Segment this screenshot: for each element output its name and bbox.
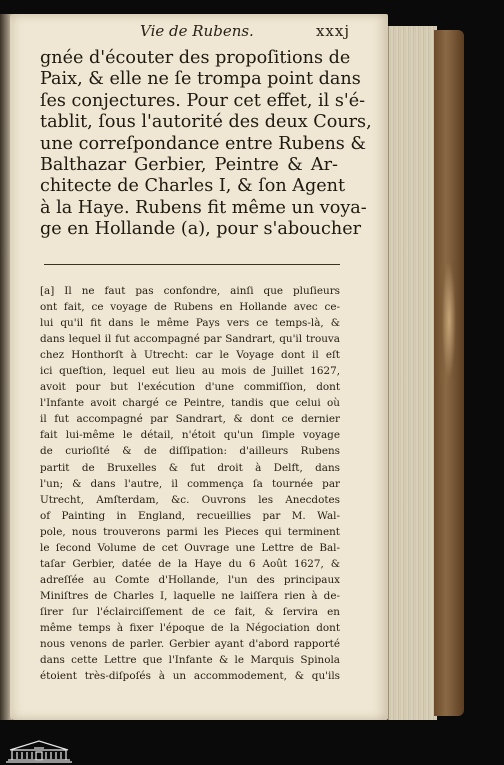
footnote-line: de curioſité & de diſſipation: d'ailleurs Rubens	[40, 445, 340, 458]
footnote-rule	[44, 264, 340, 265]
text-line: à la Haye. Rubens fit même un voya-	[40, 197, 367, 218]
footnote-line: adreſſée au Comte d'Hollande, l'un des principaux	[40, 573, 340, 586]
page-number: xxxj	[315, 22, 350, 40]
main-text	[40, 48, 372, 241]
footnote-line: [a] Il ne faut pas confondre, ainſi que pluſieurs	[40, 285, 340, 297]
footnote-line: étoient très-diſpoſés à un accommodement, & qu'ils	[40, 670, 340, 683]
footnote-line: taſar Gerbier, datée de la Haye du 6 Août 1627, &	[40, 557, 340, 570]
text-line: gnée d'écouter des propoſitions de	[40, 48, 351, 68]
footnote-line: dans lequel il fut accompagné par Sandrart, qu'il trouva	[40, 333, 340, 346]
footnote	[40, 283, 340, 684]
footnote-line: of Painting in England, recueillies par M. Wal-	[40, 509, 340, 522]
footnote-line: ont fait, ce voyage de Rubens en Hollande avec ce-	[40, 301, 340, 314]
running-head	[140, 22, 350, 44]
footnote-line: lui qu'il fit dans le même Pays vers ce temps-là, &	[40, 317, 340, 330]
text-line: Balthazar Gerbier, Peintre & Ar-	[40, 155, 338, 176]
footnote-line: dans cette Lettre que l'Infante & le Marquis Spinola	[40, 654, 340, 667]
footnote-line: Utrecht, Amſterdam, &c. Ouvrons les Anecdotes	[40, 493, 340, 506]
footnote-line: même temps à fixer l'époque de la Négociation dont	[40, 621, 340, 634]
footnote-line: il fut accompagné par Sandrart, & dont ce dernier	[40, 413, 340, 426]
footnote-line: pole, nous trouverons parmi les Pieces qui terminent	[40, 525, 340, 538]
text-line: ge en Hollande (a), pour s'aboucher	[40, 219, 362, 240]
footnote-line: avoit pour but l'exécution d'une commiſſion, dont	[40, 381, 340, 394]
footnote-line: nous venons de parler. Gerbier ayant d'abord rapporté	[40, 638, 340, 651]
footnote-line: l'Infante avoit chargé ce Peintre, tandis que celui où	[40, 397, 340, 410]
footnote-line: ſirer ſur l'éclairciſſement de ce fait, & ſervira en	[40, 605, 340, 618]
footnote-line: chez Honthorſt à Utrecht: car le Voyage dont il eſt	[40, 349, 340, 362]
running-title: Vie de Rubens.	[140, 22, 254, 40]
footnote-line: fait lui-même le détail, n'étoit qu'un ſimple voyage	[40, 429, 340, 442]
footnote-line: partit de Bruxelles & fut droit à Delft, dans	[40, 461, 340, 474]
text-line: Paix, & elle ne ſe trompa point dans	[40, 69, 361, 90]
footnote-line: l'un; & dans l'autre, il commença ſa tournée par	[40, 477, 340, 490]
footnote-line: Miniſtres de Charles I, laquelle ne laiſſera rien à de-	[40, 589, 340, 602]
binding-highlight	[442, 260, 456, 380]
footnote-line: le ſecond Volume de cet Ouvrage une Lettre de Bal-	[40, 541, 340, 554]
text-line: tablit, ſous l'autorité des deux Cours,	[40, 112, 372, 133]
text-line: une correſpondance entre Rubens &	[40, 133, 367, 154]
book-fore-edge	[388, 26, 437, 720]
text-line: chitecte de Charles I, & ſon Agent	[40, 176, 346, 197]
library-building-icon	[4, 738, 74, 764]
footnote-line: ici queſtion, lequel eut lieu au mois de Juillet 1627,	[40, 365, 340, 378]
text-line: ſes conjectures. Pour cet effet, il s'é-	[40, 90, 366, 111]
